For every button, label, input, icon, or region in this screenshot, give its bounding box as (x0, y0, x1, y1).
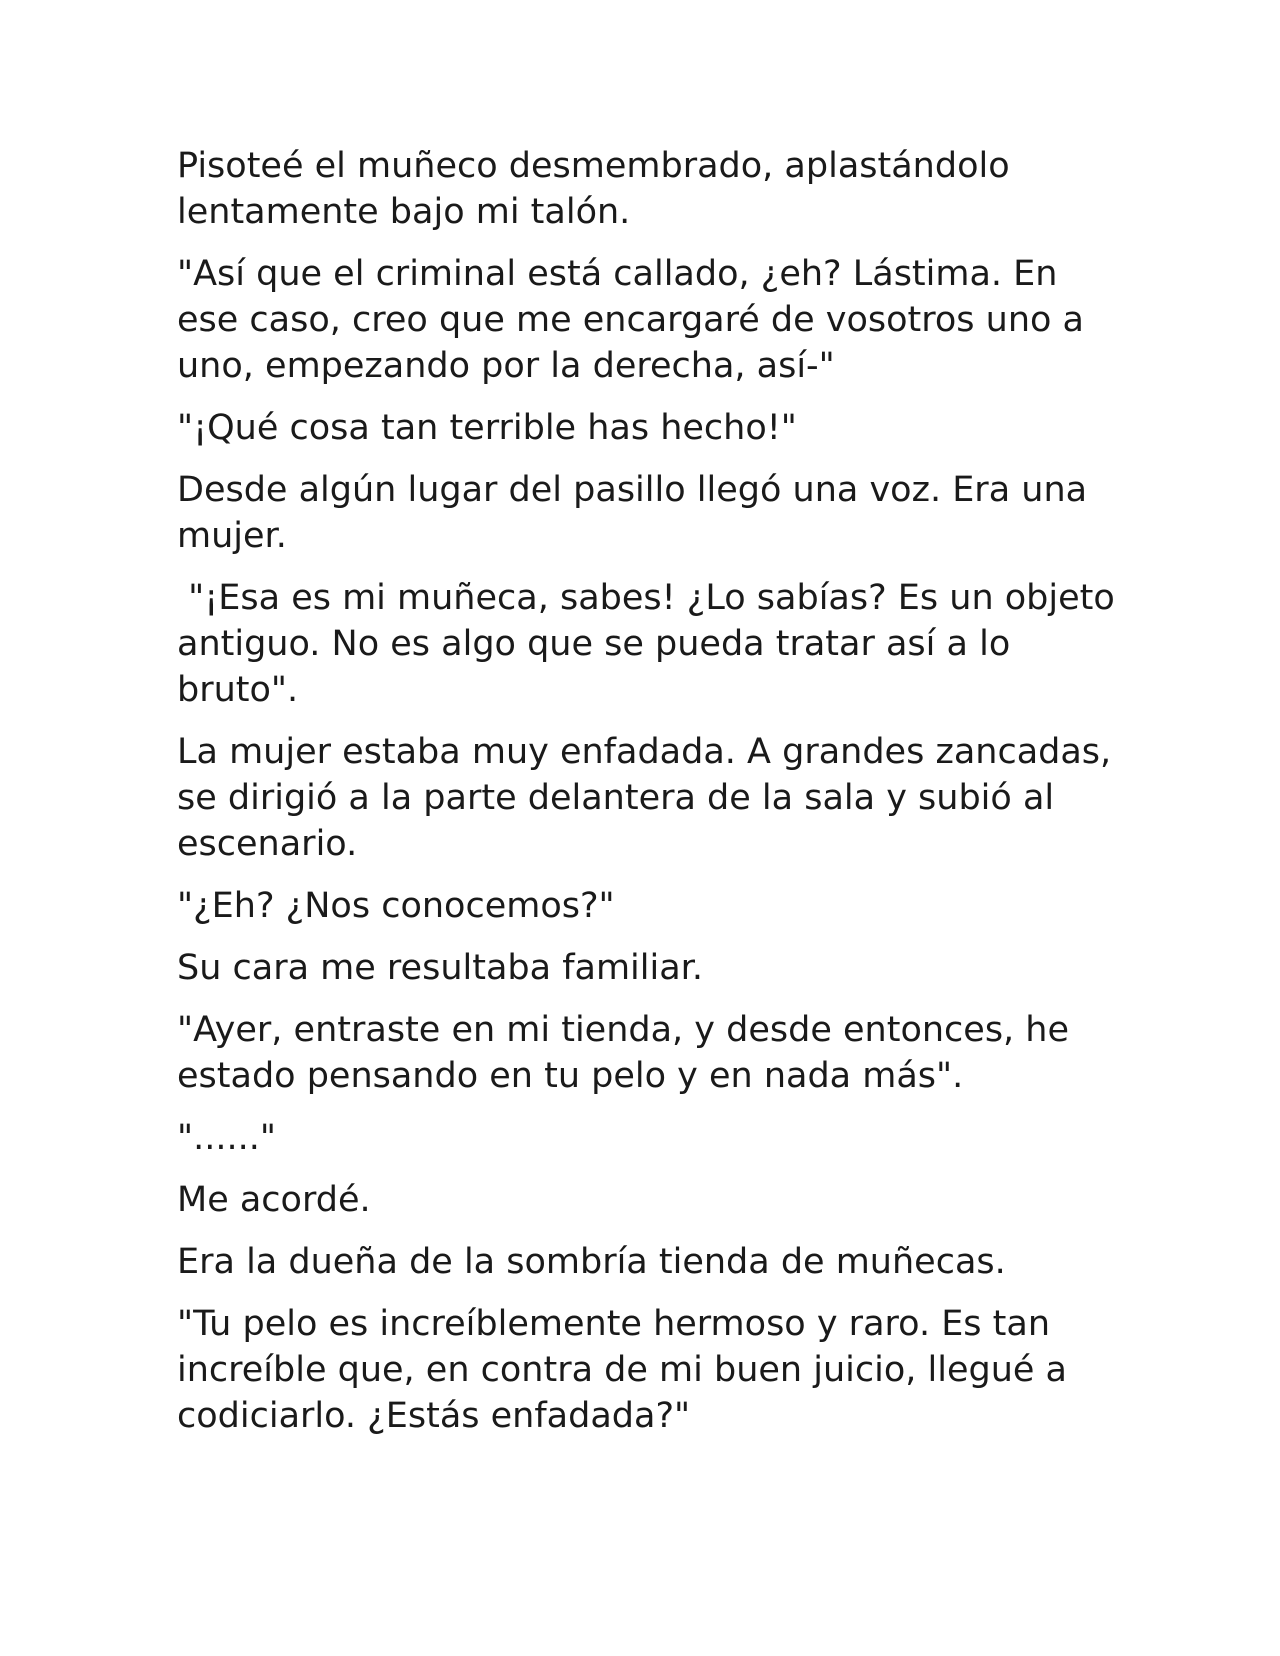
paragraph-8: Su cara me resultaba familiar. (177, 948, 703, 988)
paragraph-13: "Tu pelo es increíblemente hermoso y raro. Es tan increíble que, en contra de mi buen juicio, llegué a codiciarlo. ¿Estás enfadada?" (177, 1304, 1079, 1436)
paragraph-12: Era la dueña de la sombría tienda de muñecas. (177, 1242, 1006, 1282)
story-text (177, 143, 1126, 1455)
paragraph-3: "¡Qué cosa tan terrible has hecho!" (177, 408, 797, 448)
paragraph-1: Pisoteé el muñeco desmembrado, aplastándolo lentamente bajo mi talón. (177, 146, 1021, 232)
paragraph-5: "¡Esa es mi muñeca, sabes! ¿Lo sabías? Es un objeto antiguo. No es algo que se pueda tratar así a lo bruto". (177, 578, 1126, 710)
paragraph-9: "Ayer, entraste en mi tienda, y desde entonces, he estado pensando en tu pelo y en nada más". (177, 1010, 1081, 1096)
paragraph-4: Desde algún lugar del pasillo llegó una voz. Era una mujer. (177, 470, 1099, 556)
paragraph-11: Me acordé. (177, 1180, 371, 1220)
paragraph-7: "¿Eh? ¿Nos conocemos?" (177, 886, 615, 926)
paragraph-6: La mujer estaba muy enfadada. A grandes zancadas, se dirigió a la parte delantera de la sala y subió al escenario. (177, 732, 1123, 864)
paragraph-10: "......" (177, 1118, 276, 1158)
paragraph-2: "Así que el criminal está callado, ¿eh? Lástima. En ese caso, creo que me encargaré de vosotros uno a uno, empezando por la derecha, así-" (177, 254, 1096, 386)
